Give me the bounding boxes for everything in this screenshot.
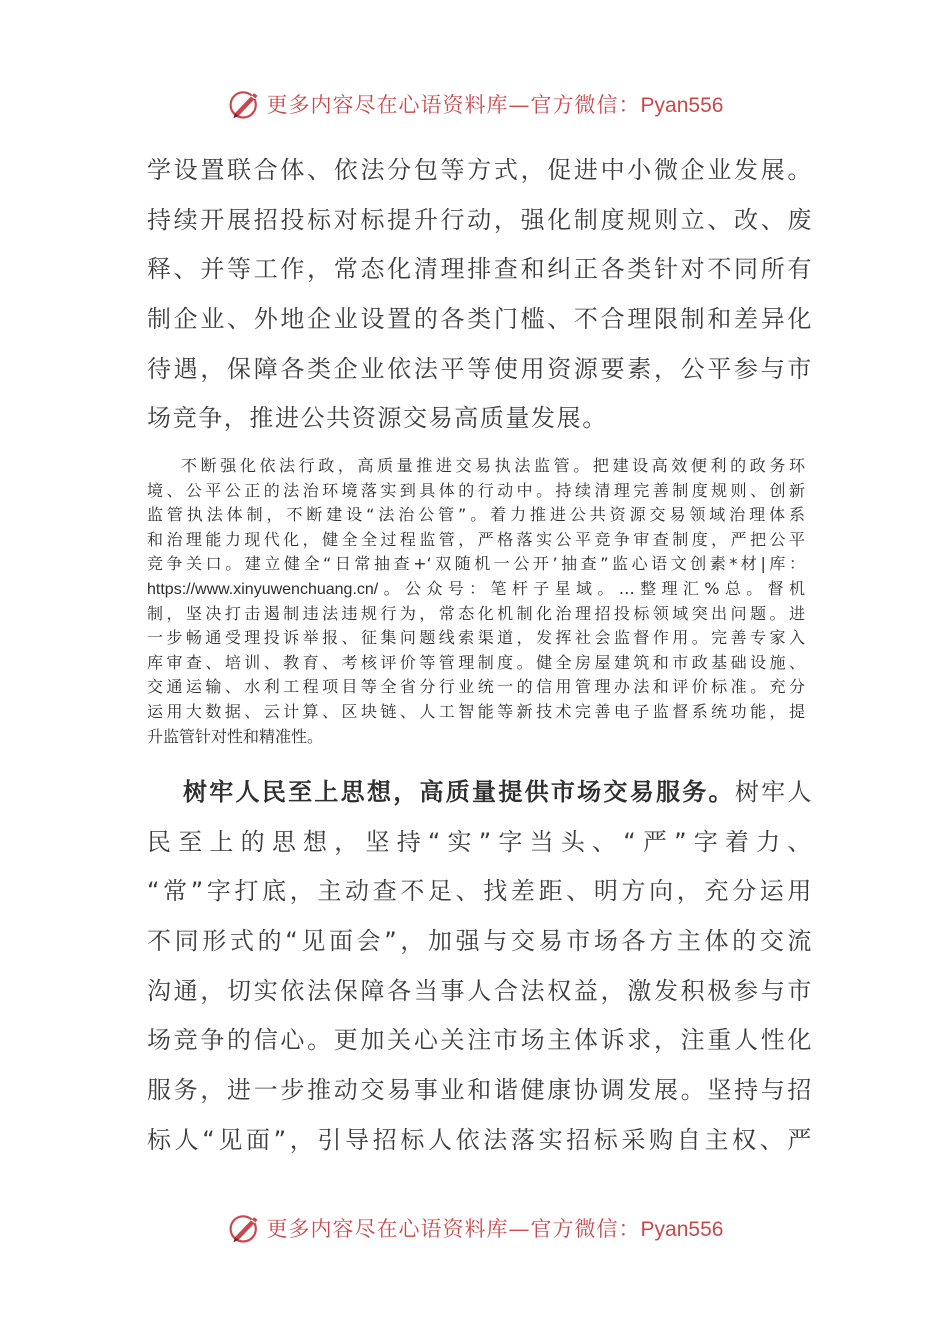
- text-line: 和治理能力现代化，健全全过程监管，严格落实公平竞争审查制度，严把公平: [147, 529, 805, 549]
- text-line: 升监管针对性和精准性。: [147, 726, 324, 746]
- footer-banner: [0, 1206, 950, 1250]
- text-fragment: 树牢人: [734, 778, 813, 806]
- text-line: 不断强化依法行政，高质量推进交易执法监管。把建设高效便利的政务环: [181, 456, 805, 475]
- text-line: “常”字打底，主动查不足、找差距、明方向，充分运用: [147, 877, 813, 906]
- text-line: 竞争关口。建立健全“日常抽查+‘双随机一公开’抽查”监心语文创素*材|库：: [147, 554, 805, 574]
- section-heading: 树牢人民至上思想，高质量提供市场交易服务。: [183, 778, 735, 806]
- text-line: 场竞争，推进公共资源交易高质量发展。: [147, 404, 608, 433]
- text-line: 沟通，切实依法保障各当事人合法权益，激发积极参与市: [147, 976, 813, 1005]
- text-fragment: 。公众号：笔杆子星域。…整理汇%总。督机: [378, 578, 805, 598]
- banner-dash: —: [508, 93, 531, 117]
- banner-wechat-id: Pyan556: [640, 94, 724, 117]
- text-line: 待遇，保障各类企业依法平等使用资源要素，公平参与市: [147, 354, 813, 383]
- text-line: 民至上的思想，坚持“实”字当头、“严”字着力、: [147, 827, 813, 856]
- banner-title: 更多内容尽在心语资料库: [266, 1217, 509, 1241]
- text-line: 制，坚决打击遏制违法违规行为，常态化机制化治理招投标领域突出问题。进: [147, 603, 805, 623]
- text-line: 制企业、外地企业设置的各类门槛、不合理限制和差异化: [147, 305, 813, 334]
- text-line: 运用大数据、云计算、区块链、人工智能等新技术完善电子监督系统功能，提: [147, 701, 805, 721]
- text-line: [147, 577, 805, 602]
- footer-banner-text: [267, 1213, 724, 1243]
- paragraph-2: [147, 454, 805, 749]
- text-line: 服务，进一步推动交易事业和谐健康协调发展。坚持与招: [147, 1076, 813, 1105]
- banner-dash: —: [508, 1217, 531, 1241]
- text-line: 学设置联合体、依法分包等方式，促进中小微企业发展。: [147, 156, 813, 184]
- text-line: [147, 768, 813, 818]
- text-line: 持续开展招投标对标提升行动，强化制度规则立、改、废: [147, 205, 813, 234]
- paragraph-3: [147, 768, 813, 1166]
- header-banner-text: [267, 89, 724, 119]
- source-url: https://www.xinyuwenchuang.cn/: [147, 580, 379, 598]
- banner-wechat-label: 官方微信：: [530, 1217, 641, 1241]
- header-banner: [0, 82, 950, 126]
- text-line: 释、并等工作，常态化清理排查和纠正各类针对不同所有: [147, 255, 813, 284]
- text-line: 库审查、培训、教育、考核评价等管理制度。健全房屋建筑和市政基础设施、: [147, 652, 805, 672]
- text-line: 场竞争的信心。更加关心关注市场主体诉求，注重人性化: [147, 1026, 813, 1055]
- pen-logo-icon: [227, 86, 263, 122]
- banner-wechat-label: 官方微信：: [530, 93, 641, 117]
- paragraph-1: [147, 146, 813, 444]
- text-line: 交通运输、水利工程项目等全省分行业统一的信用管理办法和评价标准。充分: [147, 677, 805, 697]
- text-line: 不同形式的“见面会”，加强与交易市场各方主体的交流: [147, 927, 813, 956]
- text-line: 监管执法体制，不断建设“法治公管”。着力推进公共资源交易领域治理体系: [147, 505, 805, 525]
- pen-logo-icon: [227, 1210, 263, 1246]
- banner-title: 更多内容尽在心语资料库: [266, 93, 509, 117]
- text-line: 一步畅通受理投诉举报、征集问题线索渠道，发挥社会监督作用。完善专家入: [147, 628, 805, 648]
- text-line: 标人“见面”，引导招标人依法落实招标采购自主权、严: [147, 1125, 813, 1154]
- banner-wechat-id: Pyan556: [640, 1218, 724, 1241]
- text-line: 境、公平公正的法治环境落实到具体的行动中。持续清理完善制度规则、创新: [147, 480, 805, 500]
